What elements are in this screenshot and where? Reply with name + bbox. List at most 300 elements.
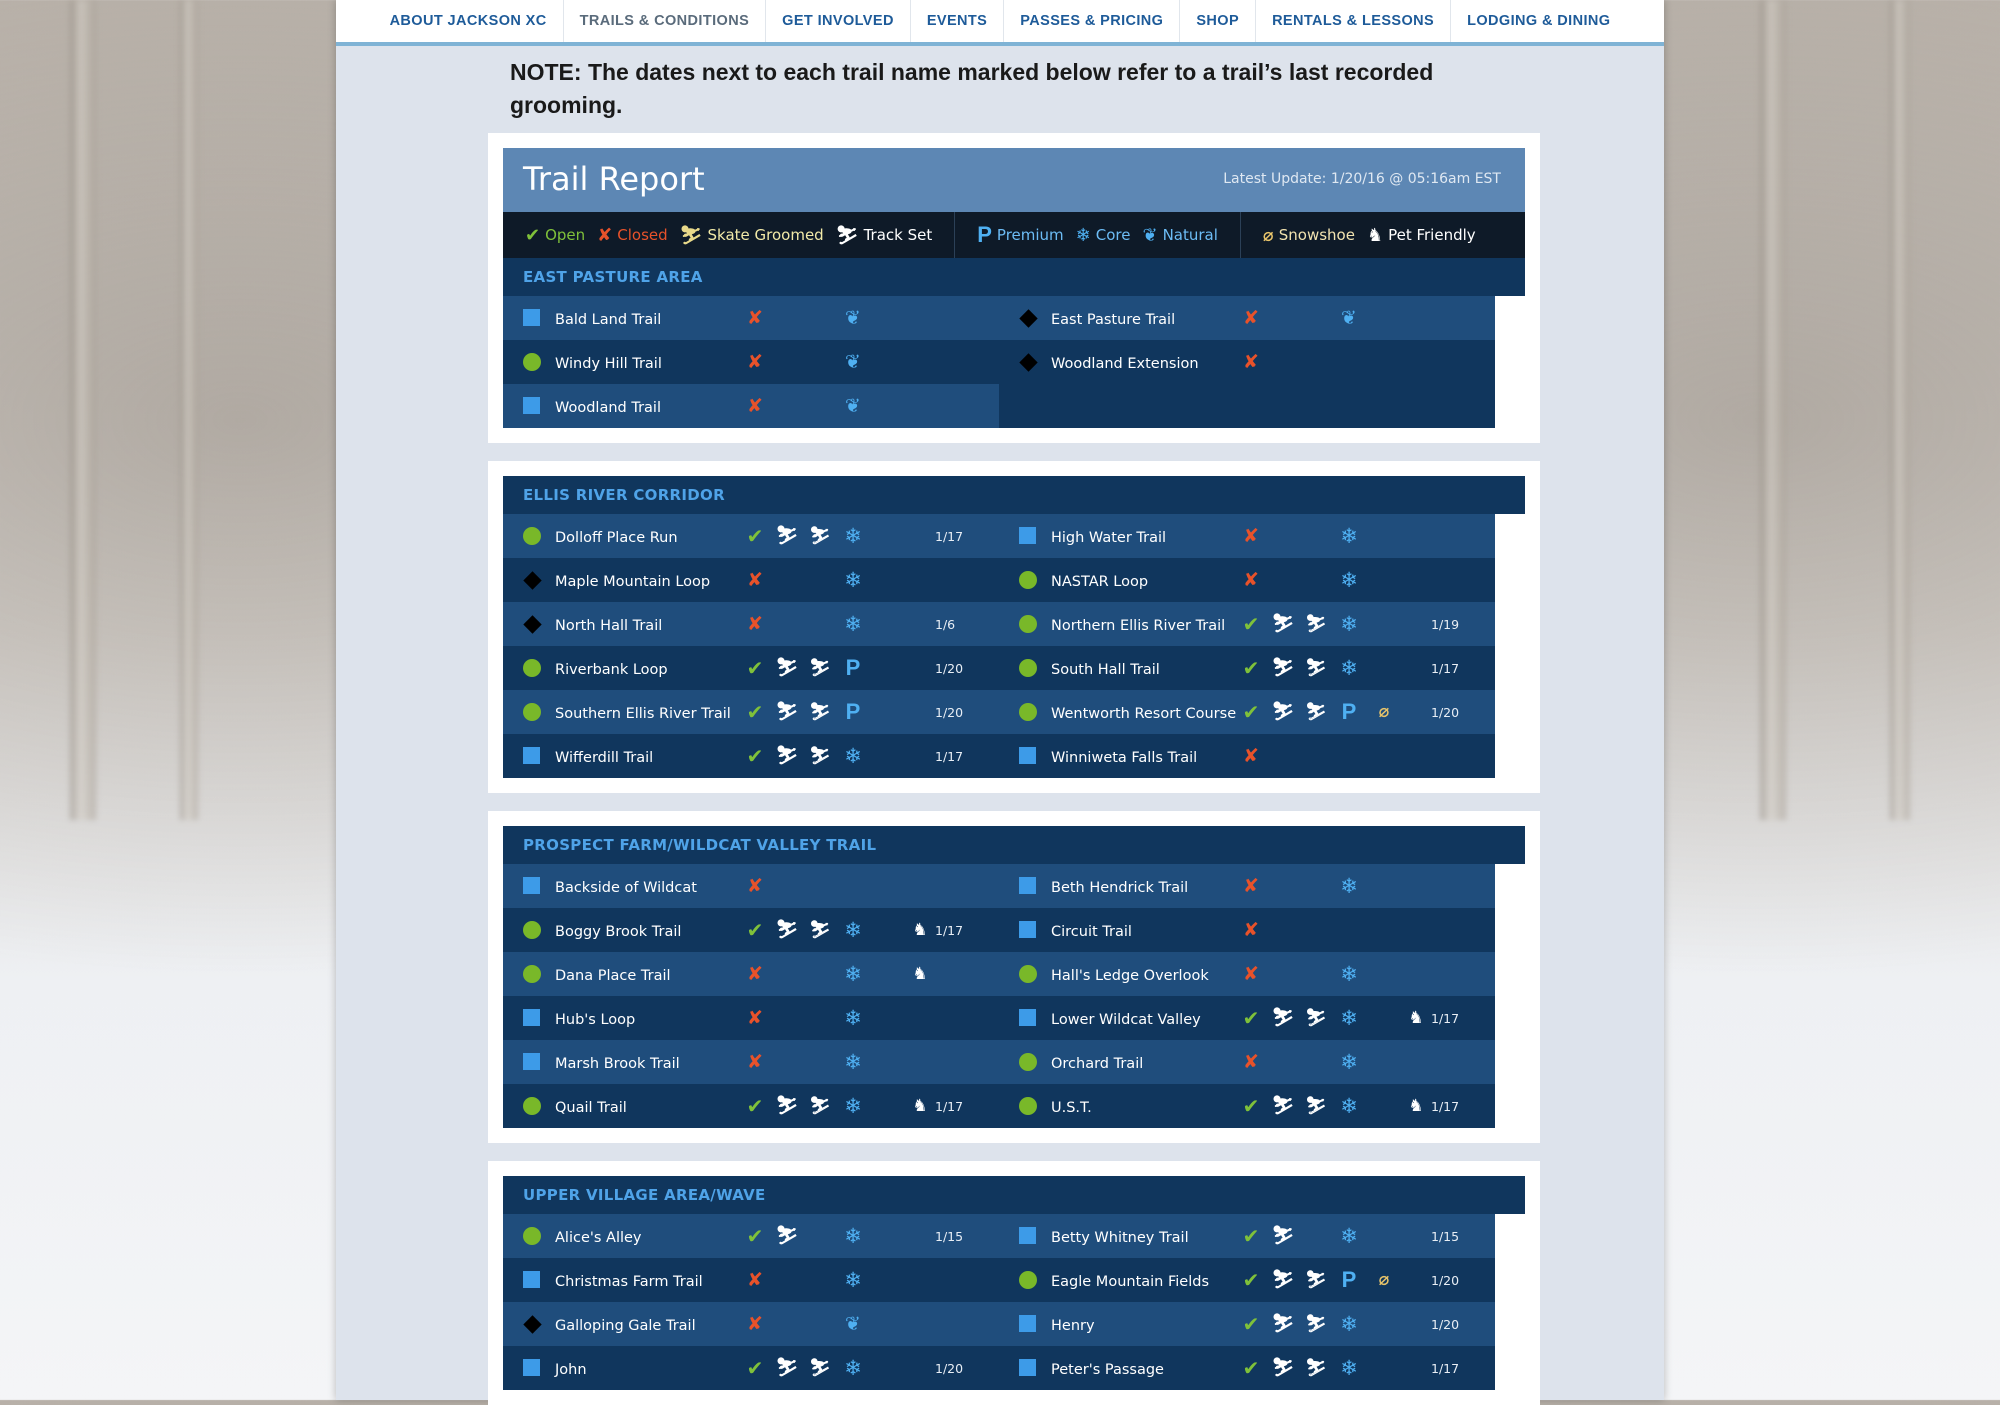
track-set-icon: ⛷: [809, 920, 831, 940]
core-snowflake-icon: ❄: [844, 524, 862, 548]
core-snowflake-icon: ❄: [844, 962, 862, 986]
skate-groomed-icon: ⛷: [1271, 1007, 1295, 1028]
open-checkmark-icon: ✔: [746, 1224, 764, 1248]
trail-row[interactable]: [503, 952, 999, 996]
skate-groomed-icon: ⛷: [1271, 1095, 1295, 1116]
difficulty-black-diamond-icon: [1019, 309, 1037, 327]
closed-x-icon: ✘: [747, 1051, 763, 1073]
x-icon: ✘: [597, 224, 613, 246]
grooming-date: 1/15: [1431, 1229, 1460, 1244]
trail-row[interactable]: [503, 1084, 999, 1128]
grooming-date: 1/17: [935, 1099, 964, 1114]
difficulty-green-circle-icon: [523, 965, 541, 983]
closed-x-icon: ✘: [1243, 569, 1259, 591]
trail-name: Maple Mountain Loop: [555, 574, 711, 590]
trail-row[interactable]: [503, 602, 999, 646]
trail-name: Marsh Brook Trail: [555, 1056, 680, 1072]
difficulty-blue-square-icon: [1019, 527, 1037, 545]
section-title: PROSPECT FARM/WILDCAT VALLEY TRAIL: [503, 826, 1525, 864]
trail-report-panel: [488, 133, 1540, 443]
snowshoe-icon: ⌀: [1262, 224, 1274, 246]
grooming-date: 1/17: [1431, 661, 1460, 676]
nav-item[interactable]: GET INVOLVED: [766, 0, 911, 42]
background-tree: [1890, 0, 1910, 820]
grooming-note: NOTE: The dates next to each trail name marked below refer to a trail’s last recorded grooming.: [510, 59, 1434, 118]
track-set-icon: ⛷: [1305, 1096, 1327, 1116]
skate-groomed-icon: ⛷: [775, 525, 799, 546]
pet-friendly-dog-icon: ♞: [1408, 1008, 1424, 1028]
trail-row[interactable]: [999, 996, 1495, 1040]
trail-grid: [503, 864, 1525, 1128]
nav-item[interactable]: TRAILS & CONDITIONS: [564, 0, 767, 42]
skate-groomed-icon: ⛷: [1271, 613, 1295, 634]
green-circle-shape: [1019, 659, 1037, 677]
trail-row[interactable]: [503, 1214, 999, 1258]
dog-icon: ♞: [1366, 224, 1384, 246]
track-set-icon: ⛷: [809, 1358, 831, 1378]
blue-square-shape: [523, 1271, 540, 1288]
grooming-date: 1/20: [1431, 1273, 1460, 1288]
background-tree: [1760, 0, 1786, 820]
trail-name: Circuit Trail: [1051, 924, 1132, 940]
closed-x-icon: ✘: [1243, 307, 1259, 329]
open-checkmark-icon: ✔: [1242, 1356, 1260, 1380]
skate-groomed-icon: ⛷: [775, 745, 799, 766]
natural-squirrel-icon: ❦: [1341, 307, 1357, 329]
difficulty-blue-square-icon: [523, 877, 541, 895]
core-snowflake-icon: ❄: [1340, 1224, 1358, 1248]
difficulty-blue-square-icon: [1019, 1315, 1037, 1333]
blue-square-shape: [1019, 527, 1036, 544]
blue-square-shape: [1019, 877, 1036, 894]
closed-x-icon: ✘: [1243, 875, 1259, 897]
green-circle-shape: [1019, 703, 1037, 721]
skater-icon: ⛷: [679, 224, 703, 246]
legend-closed: ✘ Closed: [597, 224, 668, 246]
grooming-date: 1/17: [1431, 1099, 1460, 1114]
section-panel: [488, 461, 1540, 793]
trail-grid: [503, 296, 1525, 428]
green-circle-shape: [523, 1097, 541, 1115]
core-snowflake-icon: ❄: [844, 1268, 862, 1292]
black-diamond-shape: [523, 571, 541, 589]
snowshoe-icon: ⌀: [1378, 1269, 1390, 1290]
skate-groomed-icon: ⛷: [1271, 1357, 1295, 1378]
difficulty-blue-square-icon: [523, 1359, 541, 1377]
blue-square-shape: [523, 1009, 540, 1026]
trail-row[interactable]: [999, 296, 1495, 340]
natural-squirrel-icon: ❦: [845, 351, 861, 373]
legend-skate: ⛷ Skate Groomed: [679, 224, 824, 246]
difficulty-green-circle-icon: [1019, 1271, 1037, 1289]
track-set-icon: ⛷: [1305, 658, 1327, 678]
premium-p-icon: P: [845, 699, 861, 724]
green-circle-shape: [523, 921, 541, 939]
core-snowflake-icon: ❄: [1340, 1356, 1358, 1380]
skate-groomed-icon: ⛷: [775, 1225, 799, 1246]
legend-core: ❄ Core: [1075, 224, 1131, 246]
trail-row[interactable]: [503, 1302, 999, 1346]
track-set-icon: ⛷: [809, 658, 831, 678]
difficulty-green-circle-icon: [1019, 615, 1037, 633]
section-title: EAST PASTURE AREA: [503, 258, 1525, 296]
closed-x-icon: ✘: [747, 351, 763, 373]
trail-name: Peter's Passage: [1051, 1362, 1164, 1378]
legend-bar: [503, 212, 1525, 258]
open-checkmark-icon: ✔: [1242, 1312, 1260, 1336]
green-circle-shape: [1019, 571, 1037, 589]
section-title: ELLIS RIVER CORRIDOR: [503, 476, 1525, 514]
grooming-date: 1/20: [935, 705, 964, 720]
pet-friendly-dog-icon: ♞: [912, 964, 928, 984]
main-navigation: [336, 0, 1664, 46]
trail-row[interactable]: [999, 646, 1495, 690]
closed-x-icon: ✘: [1243, 1051, 1259, 1073]
trail-name: Lower Wildcat Valley: [1051, 1012, 1201, 1028]
core-snowflake-icon: ❄: [844, 568, 862, 592]
trail-name: Wifferdill Trail: [555, 750, 654, 766]
track-set-icon: ⛷: [809, 526, 831, 546]
trail-row[interactable]: [999, 1214, 1495, 1258]
legend-premium: P Premium: [977, 222, 1064, 247]
open-checkmark-icon: ✔: [746, 524, 764, 548]
core-snowflake-icon: ❄: [1340, 874, 1358, 898]
core-snowflake-icon: ❄: [844, 612, 862, 636]
open-checkmark-icon: ✔: [746, 656, 764, 680]
skate-groomed-icon: ⛷: [775, 657, 799, 678]
legend-snowshoe: ⌀ Snowshoe: [1262, 224, 1355, 246]
closed-x-icon: ✘: [1243, 525, 1259, 547]
skate-groomed-icon: ⛷: [1271, 1269, 1295, 1290]
closed-x-icon: ✘: [1243, 351, 1259, 373]
grooming-date: 1/17: [935, 923, 964, 938]
difficulty-blue-square-icon: [1019, 921, 1037, 939]
open-checkmark-icon: ✔: [746, 700, 764, 724]
closed-x-icon: ✘: [1243, 963, 1259, 985]
grooming-date: 1/20: [1431, 705, 1460, 720]
difficulty-green-circle-icon: [1019, 571, 1037, 589]
trail-row[interactable]: [999, 1258, 1495, 1302]
open-checkmark-icon: ✔: [1242, 1006, 1260, 1030]
trail-row[interactable]: [503, 340, 999, 384]
nav-item[interactable]: LODGING & DINING: [1467, 13, 1611, 29]
natural-squirrel-icon: ❦: [845, 1313, 861, 1335]
grooming-date: 1/15: [935, 1229, 964, 1244]
section-panel: [488, 1161, 1540, 1405]
nav-item[interactable]: EVENTS: [911, 0, 1004, 42]
section-title: UPPER VILLAGE AREA/WAVE: [503, 1176, 1525, 1214]
legend-group-type: [955, 212, 1241, 258]
trail-grid: [503, 1214, 1525, 1390]
grooming-date: 1/20: [935, 661, 964, 676]
track-set-icon: ⛷: [1305, 1270, 1327, 1290]
squirrel-icon: ❦: [1142, 224, 1158, 246]
legend-natural: ❦ Natural: [1142, 224, 1218, 246]
trail-row[interactable]: [503, 996, 999, 1040]
grooming-date: 1/17: [935, 529, 964, 544]
blue-square-shape: [523, 397, 540, 414]
green-circle-shape: [523, 527, 541, 545]
trail-row[interactable]: [503, 908, 999, 952]
open-checkmark-icon: ✔: [746, 918, 764, 942]
grooming-date: 1/19: [1431, 617, 1460, 632]
trail-name: Orchard Trail: [1051, 1056, 1144, 1072]
black-diamond-shape: [1019, 309, 1037, 327]
closed-x-icon: ✘: [1243, 745, 1259, 767]
difficulty-blue-square-icon: [523, 1009, 541, 1027]
difficulty-blue-square-icon: [1019, 1359, 1037, 1377]
trail-row[interactable]: [503, 646, 999, 690]
green-circle-shape: [1019, 1097, 1037, 1115]
grooming-date: 1/6: [935, 617, 956, 632]
difficulty-green-circle-icon: [1019, 965, 1037, 983]
trail-row[interactable]: [999, 1302, 1495, 1346]
green-circle-shape: [523, 659, 541, 677]
green-circle-shape: [523, 965, 541, 983]
trail-name: Windy Hill Trail: [555, 356, 662, 372]
trail-name: Quail Trail: [555, 1100, 627, 1116]
difficulty-green-circle-icon: [523, 1227, 541, 1245]
open-checkmark-icon: ✔: [1242, 1268, 1260, 1292]
trail-name: East Pasture Trail: [1051, 312, 1176, 328]
trail-name: Eagle Mountain Fields: [1051, 1274, 1209, 1290]
track-set-icon: ⛷: [1305, 1008, 1327, 1028]
trail-row[interactable]: [999, 602, 1495, 646]
pet-friendly-dog-icon: ♞: [912, 1096, 928, 1116]
closed-x-icon: ✘: [747, 395, 763, 417]
skate-groomed-icon: ⛷: [1271, 657, 1295, 678]
trail-name: NASTAR Loop: [1051, 574, 1149, 590]
closed-x-icon: ✘: [747, 875, 763, 897]
pet-friendly-dog-icon: ♞: [1408, 1096, 1424, 1116]
core-snowflake-icon: ❄: [844, 1050, 862, 1074]
black-diamond-shape: [523, 1315, 541, 1333]
nav-item[interactable]: RENTALS & LESSONS: [1256, 0, 1451, 42]
core-snowflake-icon: ❄: [844, 1006, 862, 1030]
difficulty-green-circle-icon: [523, 703, 541, 721]
trail-name: Dolloff Place Run: [555, 530, 678, 546]
grooming-date: 1/17: [1431, 1011, 1460, 1026]
difficulty-blue-square-icon: [1019, 747, 1037, 765]
closed-x-icon: ✘: [747, 613, 763, 635]
trail-row[interactable]: [999, 1040, 1495, 1084]
difficulty-green-circle-icon: [1019, 1053, 1037, 1071]
blue-square-shape: [1019, 1009, 1036, 1026]
difficulty-blue-square-icon: [523, 397, 541, 415]
difficulty-black-diamond-icon: [523, 1315, 541, 1333]
core-snowflake-icon: ❄: [844, 1224, 862, 1248]
difficulty-green-circle-icon: [523, 659, 541, 677]
trail-row[interactable]: [999, 952, 1495, 996]
open-checkmark-icon: ✔: [1242, 656, 1260, 680]
core-snowflake-icon: ❄: [1340, 568, 1358, 592]
green-circle-shape: [1019, 615, 1037, 633]
track-set-icon: ⛷: [1305, 702, 1327, 722]
skate-groomed-icon: ⛷: [775, 1095, 799, 1116]
premium-p-icon: P: [977, 222, 992, 247]
snowshoe-icon: ⌀: [1378, 701, 1390, 722]
checkmark-icon: ✔: [525, 224, 541, 246]
trail-row[interactable]: [503, 1258, 999, 1302]
trail-name: Betty Whitney Trail: [1051, 1230, 1189, 1246]
open-checkmark-icon: ✔: [1242, 1094, 1260, 1118]
green-circle-shape: [1019, 965, 1037, 983]
nav-item[interactable]: SHOP: [1180, 0, 1256, 42]
difficulty-blue-square-icon: [523, 1271, 541, 1289]
trail-name: Woodland Trail: [555, 400, 661, 416]
closed-x-icon: ✘: [747, 1313, 763, 1335]
track-set-icon: ⛷: [809, 702, 831, 722]
skate-groomed-icon: ⛷: [1271, 1225, 1295, 1246]
trail-name: Christmas Farm Trail: [555, 1274, 703, 1290]
difficulty-blue-square-icon: [523, 309, 541, 327]
premium-p-icon: P: [1341, 1267, 1357, 1292]
blue-square-shape: [1019, 1359, 1036, 1376]
pet-friendly-dog-icon: ♞: [912, 920, 928, 940]
snowflake-icon: ❄: [1075, 224, 1091, 246]
trail-row[interactable]: [999, 908, 1495, 952]
last-update: Latest Update: 1/20/16 @ 05:16am EST: [1223, 171, 1501, 187]
difficulty-blue-square-icon: [1019, 877, 1037, 895]
track-set-icon: ⛷: [1305, 614, 1327, 634]
grooming-date: 1/20: [1431, 1317, 1460, 1332]
open-checkmark-icon: ✔: [746, 744, 764, 768]
closed-x-icon: ✘: [747, 1007, 763, 1029]
green-circle-shape: [523, 1227, 541, 1245]
trail-row[interactable]: [503, 1040, 999, 1084]
trail-name: Beth Hendrick Trail: [1051, 880, 1189, 896]
trail-row[interactable]: [503, 1346, 999, 1390]
premium-p-icon: P: [1341, 699, 1357, 724]
trail-row[interactable]: [503, 734, 999, 778]
black-diamond-shape: [1019, 353, 1037, 371]
trail-row[interactable]: [503, 384, 999, 428]
trail-row[interactable]: [999, 690, 1495, 734]
trail-name: Winniweta Falls Trail: [1051, 750, 1198, 766]
natural-squirrel-icon: ❦: [845, 307, 861, 329]
trail-row[interactable]: [503, 864, 999, 908]
closed-x-icon: ✘: [747, 307, 763, 329]
trail-row[interactable]: [503, 296, 999, 340]
skate-groomed-icon: ⛷: [1271, 701, 1295, 722]
track-set-icon: ⛷: [809, 746, 831, 766]
section-panel: [488, 811, 1540, 1143]
premium-p-icon: P: [845, 655, 861, 680]
report-header: [503, 148, 1525, 212]
closed-x-icon: ✘: [747, 963, 763, 985]
difficulty-black-diamond-icon: [1019, 353, 1037, 371]
trail-name: South Hall Trail: [1051, 662, 1160, 678]
open-checkmark-icon: ✔: [1242, 1224, 1260, 1248]
green-circle-shape: [523, 703, 541, 721]
trail-name: Hall's Ledge Overlook: [1051, 968, 1209, 984]
trail-name: Galloping Gale Trail: [555, 1318, 696, 1334]
core-snowflake-icon: ❄: [844, 744, 862, 768]
legend-track: ⛷ Track Set: [835, 224, 933, 246]
trail-name: Hub's Loop: [555, 1012, 636, 1028]
trail-grid: [503, 514, 1525, 778]
difficulty-green-circle-icon: [1019, 703, 1037, 721]
trail-row[interactable]: [999, 340, 1495, 384]
black-diamond-shape: [523, 615, 541, 633]
trail-name: Henry: [1051, 1318, 1095, 1334]
difficulty-blue-square-icon: [1019, 1009, 1037, 1027]
difficulty-green-circle-icon: [523, 527, 541, 545]
green-circle-shape: [523, 353, 541, 371]
legend-pet: ♞ Pet Friendly: [1366, 224, 1476, 246]
blue-square-shape: [1019, 1315, 1036, 1332]
core-snowflake-icon: ❄: [844, 1094, 862, 1118]
grooming-date: 1/17: [1431, 1361, 1460, 1376]
difficulty-black-diamond-icon: [523, 571, 541, 589]
green-circle-shape: [1019, 1053, 1037, 1071]
difficulty-blue-square-icon: [523, 747, 541, 765]
trail-name: Alice's Alley: [555, 1230, 642, 1246]
core-snowflake-icon: ❄: [1340, 962, 1358, 986]
trail-row[interactable]: [999, 514, 1495, 558]
closed-x-icon: ✘: [1243, 919, 1259, 941]
grooming-date: 1/17: [935, 749, 964, 764]
difficulty-green-circle-icon: [523, 921, 541, 939]
page-container: [336, 0, 1664, 1400]
blue-square-shape: [523, 309, 540, 326]
closed-x-icon: ✘: [747, 569, 763, 591]
trail-name: Dana Place Trail: [555, 968, 671, 984]
trail-row[interactable]: [999, 558, 1495, 602]
core-snowflake-icon: ❄: [1340, 1050, 1358, 1074]
trail-row[interactable]: [503, 558, 999, 602]
difficulty-black-diamond-icon: [523, 615, 541, 633]
difficulty-green-circle-icon: [1019, 1097, 1037, 1115]
blue-square-shape: [523, 1359, 540, 1376]
core-snowflake-icon: ❄: [844, 918, 862, 942]
legend-group-status: [503, 212, 955, 258]
nav-item[interactable]: ABOUT JACKSON XC: [374, 0, 564, 42]
trail-row[interactable]: [999, 1346, 1495, 1390]
trail-name: U.S.T.: [1051, 1100, 1092, 1116]
trail-name: John: [555, 1362, 587, 1378]
nav-item[interactable]: PASSES & PRICING: [1004, 0, 1180, 42]
track-set-icon: ⛷: [1305, 1314, 1327, 1334]
trail-name: Woodland Extension: [1051, 356, 1199, 372]
trail-row[interactable]: [503, 690, 999, 734]
core-snowflake-icon: ❄: [1340, 1094, 1358, 1118]
trail-row[interactable]: [999, 864, 1495, 908]
trail-row[interactable]: [999, 1084, 1495, 1128]
legend-open: ✔ Open: [525, 224, 586, 246]
legend-group-other: [1241, 212, 1498, 258]
blue-square-shape: [523, 747, 540, 764]
trail-name: Wentworth Resort Course: [1051, 706, 1237, 722]
difficulty-green-circle-icon: [523, 1097, 541, 1115]
background-tree: [70, 0, 96, 820]
trail-name: Northern Ellis River Trail: [1051, 618, 1226, 634]
open-checkmark-icon: ✔: [746, 1094, 764, 1118]
classic-skier-icon: ⛷: [835, 224, 859, 246]
trail-row[interactable]: [503, 514, 999, 558]
core-snowflake-icon: ❄: [1340, 524, 1358, 548]
trail-row[interactable]: [999, 734, 1495, 778]
skate-groomed-icon: ⛷: [1271, 1313, 1295, 1334]
open-checkmark-icon: ✔: [1242, 612, 1260, 636]
skate-groomed-icon: ⛷: [775, 919, 799, 940]
trail-name: Bald Land Trail: [555, 312, 662, 328]
core-snowflake-icon: ❄: [1340, 656, 1358, 680]
skate-groomed-icon: ⛷: [775, 701, 799, 722]
trail-name: North Hall Trail: [555, 618, 663, 634]
difficulty-blue-square-icon: [1019, 1227, 1037, 1245]
background-tree: [180, 0, 198, 820]
